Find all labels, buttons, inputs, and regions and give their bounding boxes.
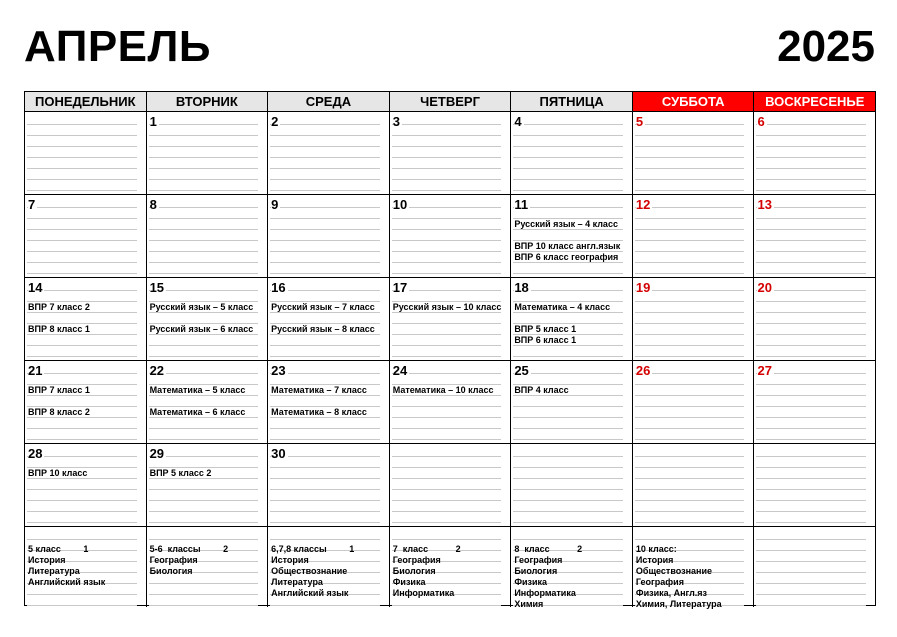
day-cell: [389, 278, 511, 360]
notes-cell: [267, 527, 389, 607]
day-number: 14: [28, 280, 43, 295]
day-number: 7: [28, 197, 36, 212]
day-cell: [632, 112, 754, 194]
day-number: 16: [271, 280, 286, 295]
day-cell: [389, 444, 511, 526]
event-item: ВПР 6 класс 1: [514, 335, 577, 345]
notes-heading: 7 класс 2: [392, 544, 461, 554]
event-item: ВПР 8 класс 1: [28, 324, 90, 334]
note-item: Информатика: [392, 588, 455, 598]
day-cell: [632, 278, 754, 360]
notes-cell: [146, 527, 268, 607]
day-number: 24: [392, 363, 408, 378]
day-number: 19: [635, 280, 651, 295]
weekday-wednesday: СРЕДА: [267, 92, 389, 111]
day-cell: [632, 195, 754, 277]
event-item: Русский язык – 5 класс: [149, 302, 254, 312]
weekday-sunday: ВОСКРЕСЕНЬЕ: [753, 92, 875, 111]
day-number: 25: [514, 363, 529, 378]
note-item: Биология: [514, 566, 558, 576]
event-item: ВПР 6 класс география: [514, 252, 619, 262]
day-cell: [632, 444, 754, 526]
day-events: [393, 302, 509, 313]
day-number: 11: [514, 197, 529, 212]
day-number: 28: [28, 446, 43, 461]
day-cell: [146, 278, 268, 360]
day-number: 15: [149, 280, 165, 295]
event-item: ВПР 8 класс 2: [28, 407, 90, 417]
notes-heading: 6,7,8 классы 1: [271, 544, 355, 554]
notes-list: [28, 544, 144, 588]
day-number: 20: [757, 280, 772, 295]
notes-list: [514, 544, 630, 610]
week-row: [25, 278, 875, 361]
event-item: Математика – 4 класс: [514, 302, 611, 312]
day-number: 18: [514, 280, 529, 295]
note-item: Литература: [271, 577, 323, 587]
day-events: [28, 385, 144, 418]
day-number: 1: [149, 114, 157, 129]
event-item: ВПР 7 класс 2: [28, 302, 90, 312]
note-item: География: [149, 555, 198, 565]
day-cell: [510, 112, 632, 194]
note-item: Информатика: [514, 588, 576, 598]
notes-cell: [389, 527, 511, 607]
day-cell: [510, 195, 632, 277]
day-number: 4: [514, 114, 522, 129]
event-item: Математика – 6 класс: [149, 407, 246, 417]
day-cell: [25, 444, 146, 526]
event-item: ВПР 7 класс 1: [28, 385, 90, 395]
notes-heading: 10 класс:: [635, 544, 677, 554]
notes-list: [393, 544, 509, 599]
day-cell: [753, 361, 875, 443]
day-number: 29: [149, 446, 165, 461]
day-cell: [753, 444, 875, 526]
day-cell: [267, 112, 389, 194]
note-item: Английский язык: [271, 588, 349, 598]
note-item: История: [635, 555, 674, 565]
event-item: Математика – 7 класс: [271, 385, 367, 395]
day-cell: [25, 278, 146, 360]
day-events: [28, 468, 144, 479]
weekday-header-row: [25, 92, 875, 112]
day-events: [271, 385, 387, 418]
day-number: 13: [757, 197, 772, 212]
day-events: [28, 302, 144, 335]
weekday-friday: ПЯТНИЦА: [510, 92, 632, 111]
day-cell: [753, 278, 875, 360]
week-row: [25, 361, 875, 444]
event-item: Математика – 10 класс: [392, 385, 494, 395]
day-cell: [267, 361, 389, 443]
day-number: 17: [392, 280, 408, 295]
month-title: АПРЕЛЬ: [24, 22, 212, 71]
day-number: 9: [271, 197, 279, 212]
notes-cell: [632, 527, 754, 607]
day-cell: [753, 195, 875, 277]
day-cell: [146, 361, 268, 443]
note-item: Химия, Литература: [635, 599, 722, 609]
day-cell: [389, 112, 511, 194]
notes-list: [271, 544, 387, 599]
notes-row: [25, 527, 875, 607]
day-events: [271, 302, 387, 335]
event-item: Математика – 5 класс: [149, 385, 246, 395]
day-events: [393, 385, 509, 396]
note-item: Обществознание: [271, 566, 348, 576]
day-cell: [510, 278, 632, 360]
notes-heading: 8 класс 2: [514, 544, 583, 554]
day-number: 3: [392, 114, 400, 129]
event-item: ВПР 5 класс 1: [514, 324, 577, 334]
day-number: 10: [392, 197, 408, 212]
day-events: [514, 385, 630, 396]
event-item: Русский язык – 6 класс: [149, 324, 254, 334]
day-events: [150, 385, 266, 418]
day-cell: [146, 195, 268, 277]
day-cell: [267, 444, 389, 526]
week-row: [25, 444, 875, 527]
event-item: Русский язык – 7 класс: [271, 302, 375, 312]
day-cell: [146, 444, 268, 526]
weekday-monday: ПОНЕДЕЛЬНИК: [25, 92, 146, 111]
notes-list: [636, 544, 752, 610]
day-number: 30: [271, 446, 286, 461]
notes-list: [150, 544, 266, 577]
event-item: ВПР 10 класс англ.язык: [514, 241, 621, 251]
note-item: Биология: [392, 566, 436, 576]
day-cell: [510, 444, 632, 526]
day-number: 21: [28, 363, 43, 378]
event-item: Математика – 8 класс: [271, 407, 367, 417]
weekday-tuesday: ВТОРНИК: [146, 92, 268, 111]
day-events: [150, 302, 266, 335]
day-cell: [25, 195, 146, 277]
note-item: История: [271, 555, 309, 565]
day-cell: [25, 361, 146, 443]
note-item: Литература: [28, 566, 80, 576]
notes-cell: [753, 527, 875, 607]
day-number: 12: [635, 197, 651, 212]
day-cell: [753, 112, 875, 194]
day-number: 22: [149, 363, 165, 378]
note-item: Физика, Англ.яз: [635, 588, 708, 598]
note-item: История: [28, 555, 66, 565]
day-number: 2: [271, 114, 279, 129]
weekday-saturday: СУББОТА: [632, 92, 754, 111]
day-number: 6: [757, 114, 765, 129]
note-item: Английский язык: [28, 577, 106, 587]
day-cell: [267, 278, 389, 360]
day-cell: [146, 112, 268, 194]
note-item: Биология: [149, 566, 193, 576]
event-item: ВПР 10 класс: [28, 468, 88, 478]
week-row: [25, 195, 875, 278]
note-item: География: [392, 555, 441, 565]
note-item: Физика: [514, 577, 548, 587]
event-item: Русский язык – 8 класс: [271, 324, 375, 334]
note-item: Химия: [514, 599, 544, 609]
day-number: 27: [757, 363, 772, 378]
day-number: 8: [149, 197, 157, 212]
weekday-thursday: ЧЕТВЕРГ: [389, 92, 511, 111]
day-cell: [389, 361, 511, 443]
day-events: [514, 219, 630, 263]
day-events: [514, 302, 630, 346]
notes-heading: 5-6 классы 2: [149, 544, 229, 554]
day-number: 5: [635, 114, 644, 129]
event-item: ВПР 5 класс 2: [149, 468, 212, 478]
day-number: 23: [271, 363, 286, 378]
note-item: Обществознание: [635, 566, 713, 576]
notes-cell: [510, 527, 632, 607]
note-item: Физика: [392, 577, 426, 587]
notes-heading: 5 класс 1: [28, 544, 89, 554]
note-item: География: [514, 555, 563, 565]
day-cell: [632, 361, 754, 443]
day-cell: [510, 361, 632, 443]
week-row: [25, 112, 875, 195]
notes-cell: [25, 527, 146, 607]
day-number: 26: [635, 363, 651, 378]
day-cell: [389, 195, 511, 277]
day-cell: [267, 195, 389, 277]
note-item: География: [635, 577, 684, 587]
calendar-grid: [24, 91, 876, 609]
event-item: Русский язык – 4 класс: [514, 219, 618, 229]
year-title: 2025: [777, 22, 875, 71]
event-item: ВПР 4 класс: [514, 385, 569, 395]
day-events: [150, 468, 266, 479]
day-cell: [25, 112, 146, 194]
event-item: Русский язык – 10 класс: [392, 302, 502, 312]
